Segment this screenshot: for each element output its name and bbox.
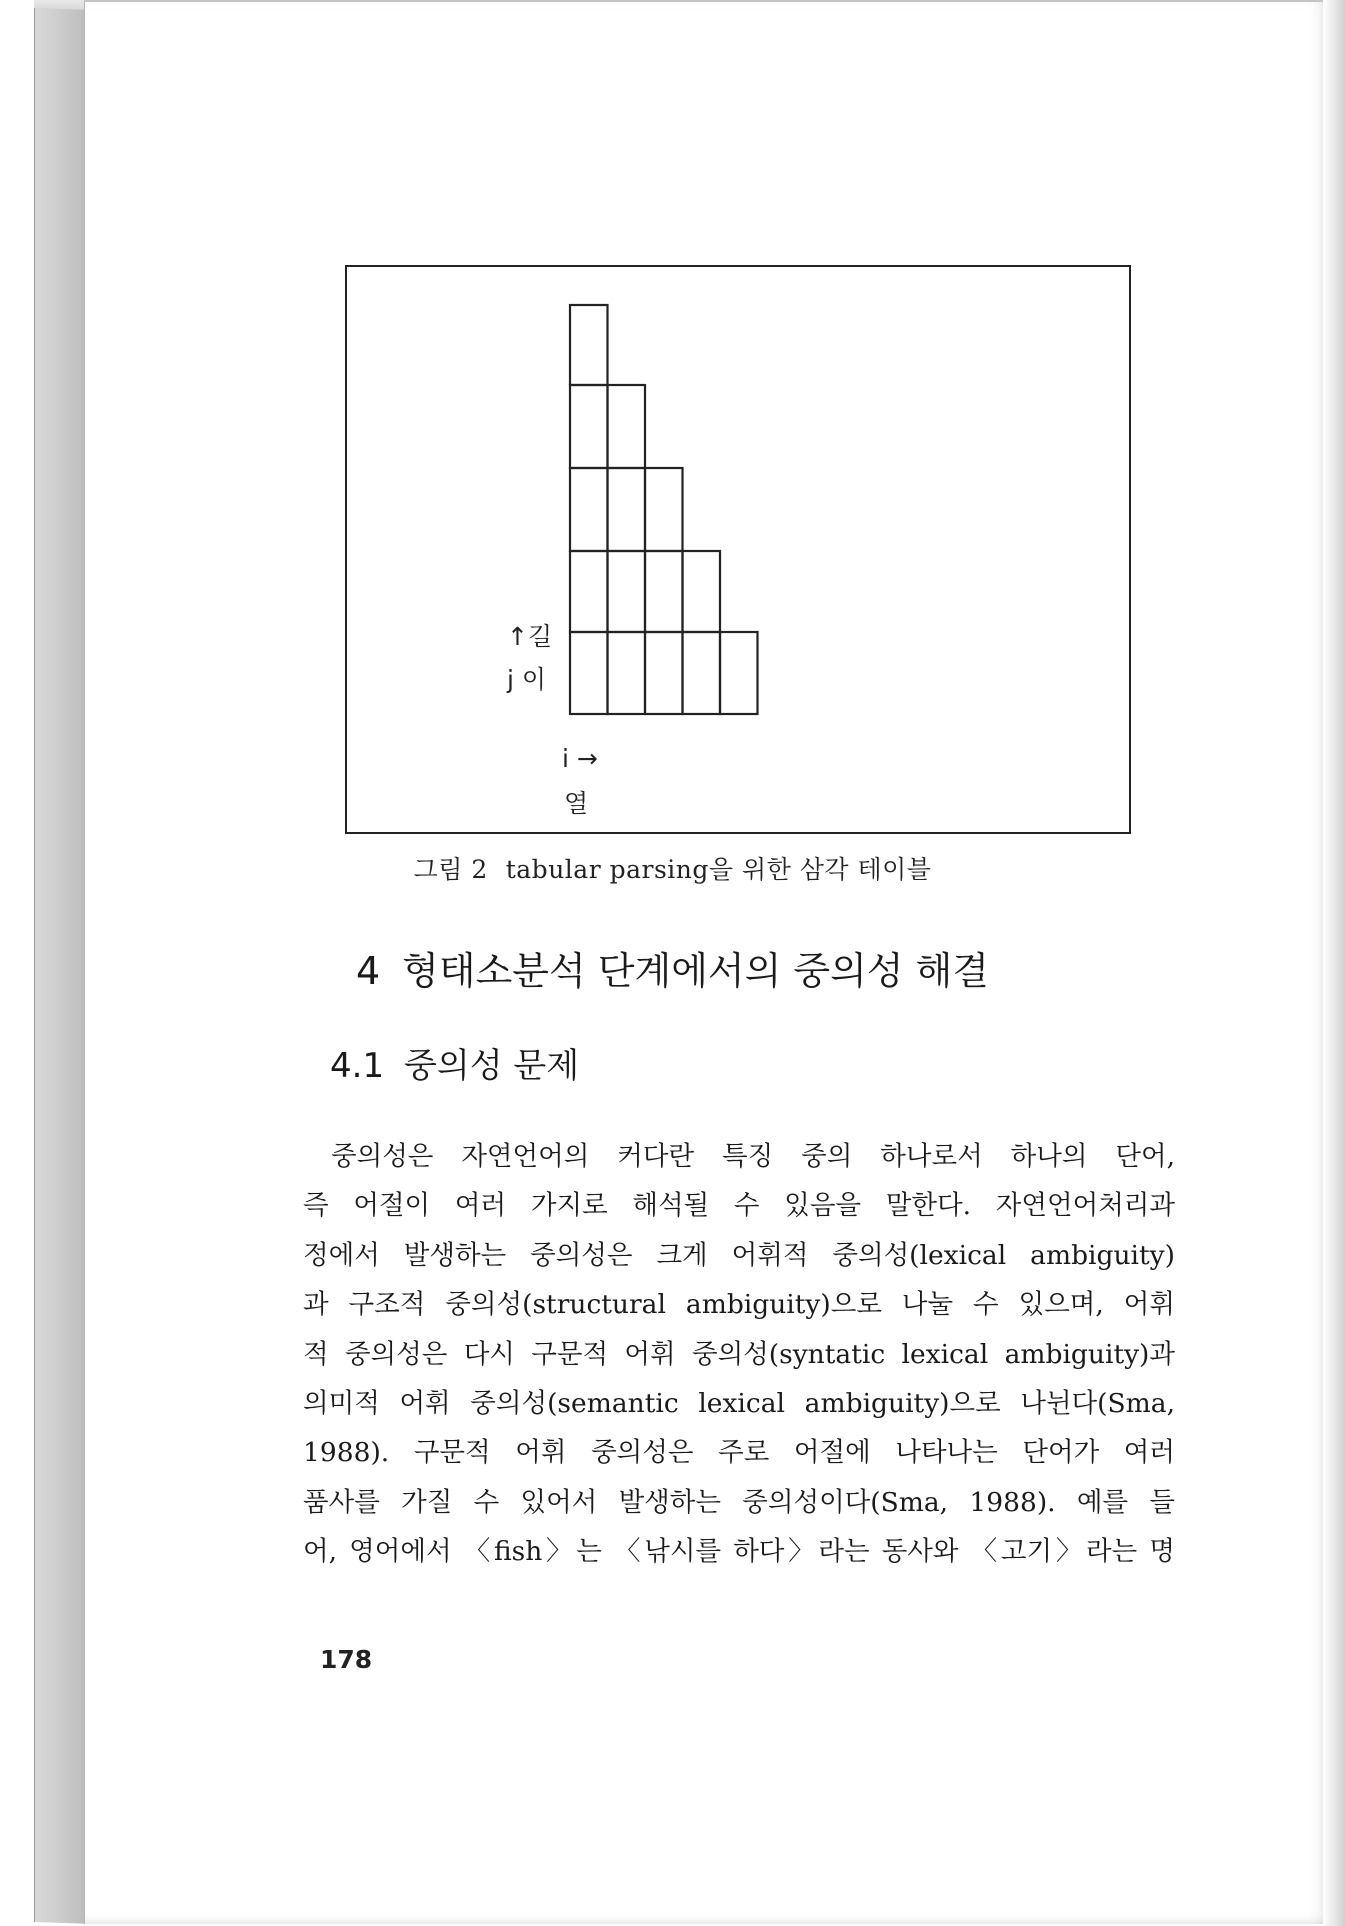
table-cell-r5-c4 bbox=[683, 632, 721, 714]
body-line: 어, 영어에서 〈fish〉는 〈낚시를 하다〉라는 동사와 〈고기〉라는 명 bbox=[303, 1536, 1175, 1568]
body-line: 의미적 어휘 중의성(semantic lexical ambiguity)으로 나뉜다(Sma, bbox=[303, 1387, 1175, 1419]
table-cell-r5-c3 bbox=[645, 632, 683, 714]
subsection-title bbox=[330, 1038, 579, 1087]
side-label-top: ↑길 bbox=[507, 622, 553, 651]
body-line: 중의성은 자연언어의 커다란 특징 중의 하나로서 하나의 단어, bbox=[331, 1141, 1175, 1172]
table-cell-r1-c1 bbox=[570, 305, 608, 385]
figure-frame bbox=[345, 265, 1131, 834]
axis-label-top: i → bbox=[562, 744, 598, 773]
table-cell-r5-c5 bbox=[720, 632, 758, 714]
table-cell-r5-c1 bbox=[570, 632, 608, 714]
side-label-bottom: j 이 bbox=[507, 665, 547, 694]
section-number: 4 bbox=[355, 949, 381, 993]
table-cell-r3-c2 bbox=[608, 468, 646, 551]
table-cell-r4-c2 bbox=[608, 551, 646, 632]
body-line: 1988). 구문적 어휘 중의성은 주로 어절에 나타나는 단어가 여러 bbox=[303, 1437, 1175, 1469]
section-title-text: 형태소분석 단계에서의 중의성 해결 bbox=[402, 949, 990, 993]
subsection-number: 4.1 bbox=[330, 1046, 385, 1086]
table-cell-r2-c1 bbox=[570, 385, 608, 468]
axis-label-bottom: 열 bbox=[564, 789, 589, 818]
body-line: 즉 어절이 여러 가지로 해석될 수 있음을 말한다. 자연언어처리과 bbox=[303, 1190, 1175, 1222]
triangular-table-diagram bbox=[347, 267, 1129, 832]
body-line: 적 중의성은 다시 구문적 어휘 중의성(syntatic lexical ambiguity)과 bbox=[303, 1338, 1175, 1370]
figure-caption-text: tabular parsing을 위한 삼각 테이블 bbox=[505, 855, 932, 884]
body-line: 과 구조적 중의성(structural ambiguity)으로 나눌 수 있으며, 어휘 bbox=[303, 1289, 1175, 1321]
table-cell-r2-c2 bbox=[608, 385, 646, 468]
table-cell-r3-c3 bbox=[645, 468, 683, 551]
subsection-title-text: 중의성 문제 bbox=[404, 1046, 580, 1086]
figure-caption bbox=[0, 850, 1345, 886]
table-cell-r3-c1 bbox=[570, 468, 608, 551]
body-paragraph bbox=[303, 1132, 1175, 1577]
body-line: 품사를 가질 수 있어서 발생하는 중의성이다(Sma, 1988). 예를 들 bbox=[303, 1486, 1175, 1518]
section-title bbox=[0, 940, 1345, 995]
body-line: 정에서 발생하는 중의성은 크게 어휘적 중의성(lexical ambiguity) bbox=[303, 1239, 1175, 1271]
table-cell-r4-c3 bbox=[645, 551, 683, 632]
figure-number: 그림 2 bbox=[413, 855, 488, 884]
table-cell-r4-c4 bbox=[683, 551, 721, 632]
page-number: 178 bbox=[320, 1645, 373, 1674]
table-cell-r5-c2 bbox=[608, 632, 646, 714]
table-cell-r4-c1 bbox=[570, 551, 608, 632]
